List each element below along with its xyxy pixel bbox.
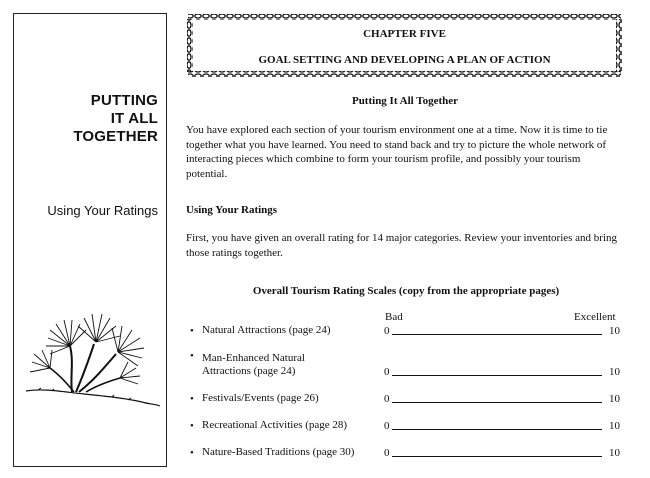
rating-row: [186, 402, 626, 432]
rating-row: [186, 348, 626, 378]
ratings-paragraph: First, you have given an overall rating for 14 major categories. Review your inventories and bring those ratings together.: [186, 232, 618, 259]
intro-paragraph: You have explored each section of your tourism environment one at a time. Now it is time to tie together what you have learned. You need to stand back and try to picture the whole network of interacting pieces which combine to form your tourism profile, and possibly your tourism potential.: [186, 124, 608, 180]
rating-label: Recreational Activities (page 28): [202, 419, 348, 431]
rating-label: Nature-Based Traditions (page 30): [202, 446, 355, 458]
section-heading: Putting It All Together: [351, 95, 459, 107]
scale-max: 10: [609, 420, 620, 432]
sidebar-title-line: PUTTING: [90, 92, 158, 109]
rating-row: [186, 429, 626, 459]
excellent-label: Excellent: [574, 311, 616, 323]
sidebar-subtitle: Using Your Ratings: [47, 203, 158, 218]
bad-label: Bad: [385, 311, 403, 323]
chapter-title: GOAL SETTING AND DEVELOPING A PLAN OF ACTION: [258, 54, 551, 66]
sidebar-title: [73, 92, 158, 146]
sidebar-title-line: IT ALL: [110, 110, 158, 127]
scale-max: 10: [609, 366, 620, 378]
bullet: •: [190, 420, 194, 432]
scale-max: 10: [609, 325, 620, 337]
rating-label: Natural Attractions (page 24): [202, 324, 331, 336]
chapter-banner: [186, 13, 623, 78]
sidebar-title-line: TOGETHER: [73, 128, 158, 145]
bullet: •: [190, 325, 194, 337]
palm-tree-illustration: [24, 292, 164, 412]
rating-row: [186, 307, 626, 337]
bullet: •: [190, 447, 194, 459]
rating-line[interactable]: [392, 456, 602, 457]
scale-min: 0: [384, 420, 390, 432]
rating-label: Man-Enhanced Natural Attractions (page 24): [202, 352, 305, 377]
scales-title: Overall Tourism Rating Scales (copy from the appropriate pages): [252, 285, 560, 297]
bullet: •: [190, 350, 194, 362]
scale-max: 10: [609, 393, 620, 405]
scale-min: 0: [384, 393, 390, 405]
scale-min: 0: [384, 447, 390, 459]
bullet: •: [190, 393, 194, 405]
sidebar: [13, 13, 167, 467]
scale-min: 0: [384, 366, 390, 378]
rating-row: [186, 375, 626, 405]
ratings-subheading: Using Your Ratings: [186, 204, 278, 216]
scale-min: 0: [384, 325, 390, 337]
decorative-border: [186, 13, 623, 78]
chapter-number: CHAPTER FIVE: [363, 28, 446, 40]
scale-max: 10: [609, 447, 620, 459]
rating-line[interactable]: [392, 334, 602, 335]
rating-label: Festivals/Events (page 26): [202, 392, 319, 404]
